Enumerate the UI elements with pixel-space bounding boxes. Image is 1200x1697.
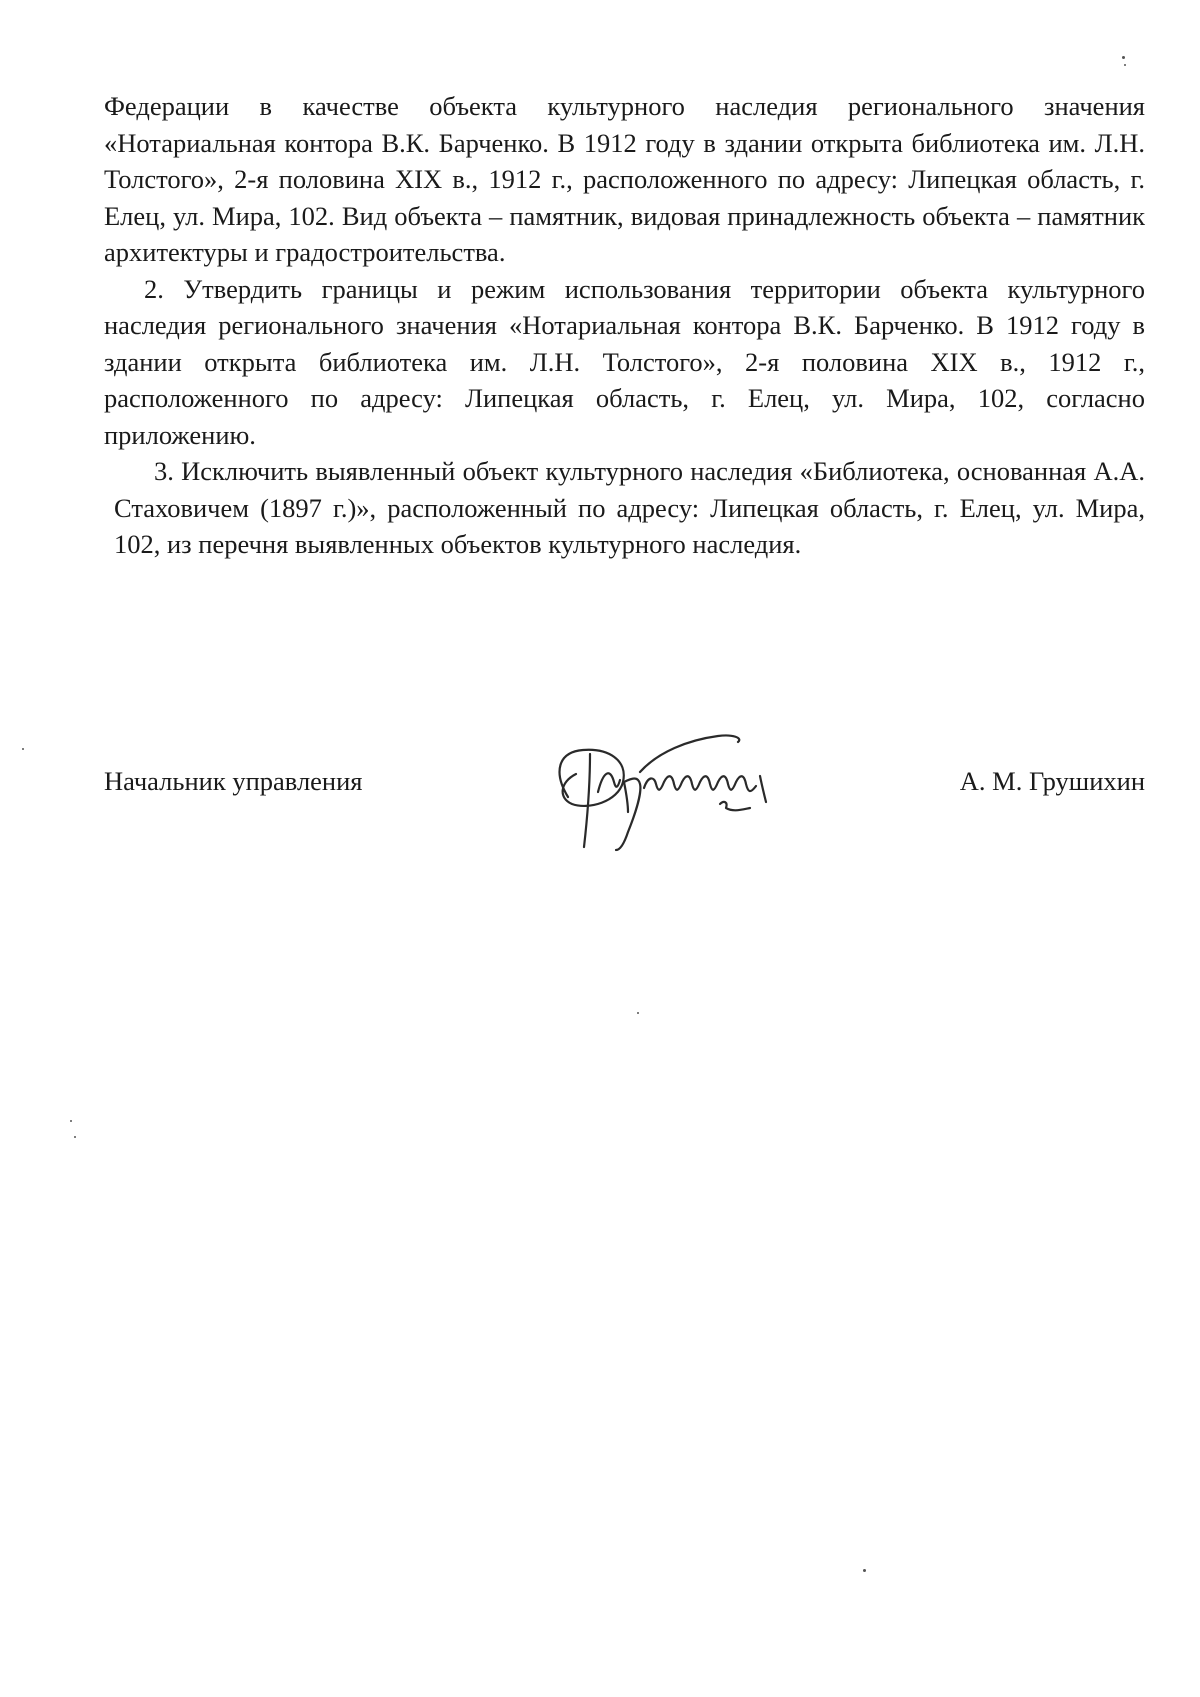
scan-speck xyxy=(70,1120,72,1122)
scan-speck xyxy=(637,1012,639,1014)
paragraph-item-3-exclusion: 3. Исключить выявленный объект культурного наследия «Библиотека, основанная А.А. Стаховичем (1897 г.)», расположенный по адресу: Липецкая область, г. Елец, ул. Мира, 102, из перечня выявленных объектов культурного наследия. xyxy=(114,456,1145,559)
scan-speck xyxy=(74,1136,76,1138)
position-title: Начальник управления xyxy=(104,766,363,796)
scan-speck xyxy=(22,748,24,750)
scan-speck xyxy=(863,1569,866,1572)
paragraph-federation-registration: Федерации в качестве объекта культурного наследия регионального значения «Нотариальная контора В.К. Барченко. В 1912 году в здании открыта библиотека им. Л.Н. Толстого», 2-я половина XIX в., 1912 г., расположенного по адресу: Липецкая область, г. Елец, ул. Мира, 102. Вид объекта – памятник, видовая принадлежность объекта – памятник архитектуры и градостроительства. xyxy=(104,91,1145,267)
handwritten-signature-icon xyxy=(528,712,848,872)
paragraph-item-2-boundaries: 2. Утвердить границы и режим использования территории объекта культурного наследия регионального значения «Нотариальная контора В.К. Барченко. В 1912 году в здании открыта библиотека им. Л.Н. Толстого», 2-я половина XIX в., 1912 г., расположенного по адресу: Липецкая область, г. Елец, ул. Мира, 102, согласно приложению. xyxy=(104,273,1145,450)
scan-speck xyxy=(1124,64,1126,66)
document-body xyxy=(104,88,1145,563)
scan-speck xyxy=(1122,56,1125,59)
signer-name: А. М. Грушихин xyxy=(959,766,1145,796)
